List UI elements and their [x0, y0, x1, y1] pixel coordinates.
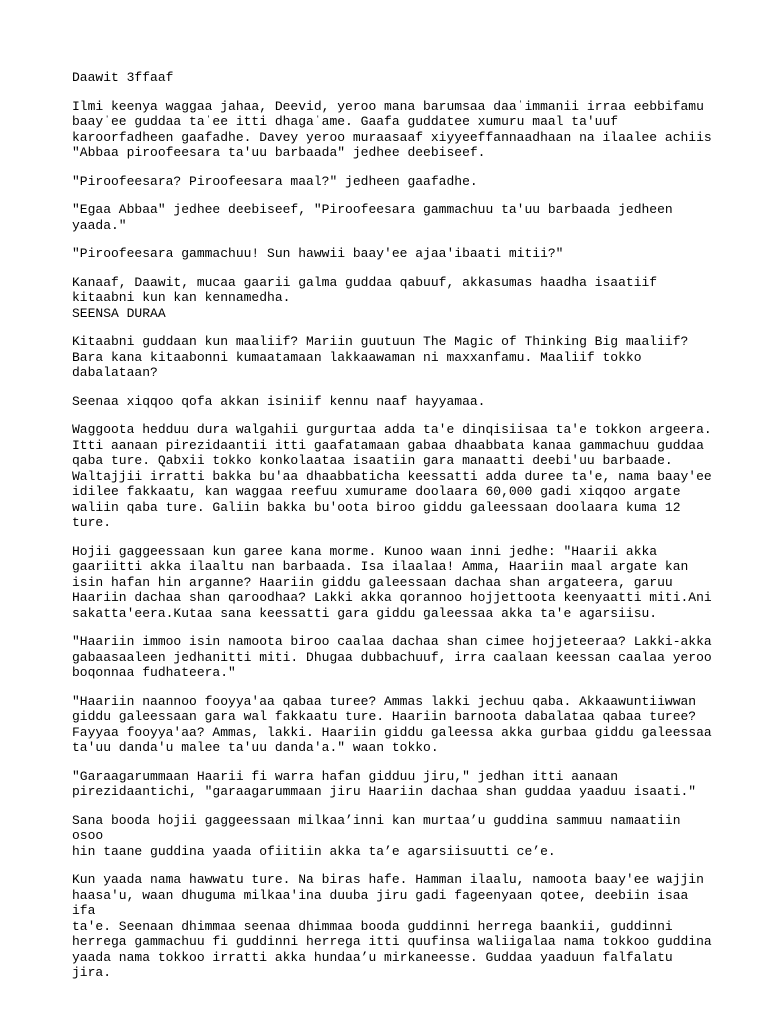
paragraph-8: Hojii gaggeessaan kun garee kana morme. Kunoo waan inni jedhe: "Haarii akka gaariitti akka ilaaltu nan barbaada. Isa ilaalaa! Amma, Haariin maal argate kan isin hafan hin arganne? Haariin giddu galeessaan dachaa shan argateera, garuu Haariin dachaa shan qaroodhaa? Lakki akka qorannoo hojjettoota keenyaatti miti.Ani sakatta'eera.Kutaa sana keessatti gara giddu galeessaa akka ta'e agarsiisu. — [72, 543, 712, 621]
paragraph-10: "Haariin naannoo fooyya'aa qabaa turee? Ammas lakki jechuu qaba. Akkaawuntiiwwan giddu galeessaan gara wal fakkaatu ture. Haariin barnoota dabalataa qabaa turee? Fayyaa fooyya'aa? Ammas, lakki. Haariin giddu galeessa akka gurbaa giddu galeessaa ta'uu danda'u malee ta'uu danda'a." waan tokko. — [72, 693, 712, 755]
paragraph-2: "Piroofeesara? Piroofeesara maal?" jedheen gaafadhe. — [72, 173, 478, 189]
section-heading: SEENSA DURAA — [72, 305, 166, 321]
document-page — [72, 70, 712, 994]
paragraph-6: Seenaa xiqqoo qofa akkan isiniif kennu naaf hayyamaa. — [72, 393, 486, 409]
paragraph-9: "Haariin immoo isin namoota biroo caalaa dachaa shan cimee hojjeteeraa? Lakki-akka gabaasaaleen jedhanitti miti. Dhugaa dubbachuuf, irra caalaan keessan caalaa yeroo boqonnaa fudhateera." — [72, 634, 712, 680]
document-title: Daawit 3ffaaf — [72, 70, 174, 85]
paragraph-5: Kitaabni guddaan kun maaliif? Mariin guutuun The Magic of Thinking Big maaliif? Bara kana kitaabonni kumaatamaan lakkaawaman ni maxxanfamu. Maaliif tokko dabalataan? — [72, 334, 689, 380]
dedication: Kanaaf, Daawit, mucaa gaarii galma guddaa qabuuf, akkasumas haadha isaatiif kitaabni kun kan kennamedha. — [72, 274, 658, 305]
paragraph-12: Sana booda hojii gaggeessaan milkaa’inni kan murtaa’u guddina sammuu namaatiin osoo hin taane guddina yaada ofiitiin akka ta’e agarsiisuutti ce’e. — [72, 812, 681, 859]
paragraph-13: Kun yaada nama hawwatu ture. Na biras hafe. Hamman ilaalu, namoota baay'ee wajjin haasa'u, waan dhuguma milkaa'ina duuba jiru gadi fageenyaan qotee, deebiin isaa ifa ta'e. Seenaan dhimmaa seenaa dhimmaa booda guddinni herrega baankii, guddinni herrega gammachuu fi guddinni herrega itti quufinsa waliigalaa nama tokkoo guddina yaada nama tokkoo irratti akka hundaa’u mirkaneesse. Guddaa yaaduun falfalatu jira. — [72, 872, 712, 980]
paragraph-4: "Piroofeesara gammachuu! Sun hawwii baay'ee ajaa'ibaati mitii?" — [72, 246, 564, 261]
paragraph-11: "Garaagarummaan Haarii fi warra hafan gidduu jiru," jedhan itti aanaan pirezidaantichi, "garaagarummaan jiru Haariin dachaa shan guddaa yaaduu isaati." — [72, 768, 697, 799]
paragraph-1: Ilmi keenya waggaa jahaa, Deevid, yeroo mana barumsaa daaˈimmanii irraa eebbifamu baayˈee guddaa taˈee itti dhagaˈame. Gaafa guddatee xumuru maal ta'uuf karoorfadheen gaafadhe. Davey yeroo muraasaaf xiyyeeffannaadhaan na ilaalee achiis "Abbaa piroofeesara ta'uu barbaada" jedhee deebiseef. — [72, 98, 712, 160]
paragraph-7: Waggoota hedduu dura walgahii gurgurtaa adda ta'e dinqisiisaa ta'e tokkon argeera. Itti aanaan pirezidaantii itti gaafatamaan gabaa dhaabbata kanaa gammachuu guddaa qaba ture. Qabxii tokko konkolaataa isaatiin gara manaatti deebi'uu barbaade. Waltajjii irratti bakka bu'aa dhaabbaticha keessatti adda duree ta'e, nama baay'ee idilee fakkaatu, kan waggaa reefuu xumurame doolaara 60,000 gadi xiqqoo argate waliin qaba ture. Galiin bakka bu'oota biroo giddu galeessaan doolaara kuma 12 ture. — [72, 422, 712, 530]
paragraph-3: "Egaa Abbaa" jedhee deebiseef, "Piroofeesara gammachuu ta'uu barbaada jedheen yaada." — [72, 202, 673, 233]
